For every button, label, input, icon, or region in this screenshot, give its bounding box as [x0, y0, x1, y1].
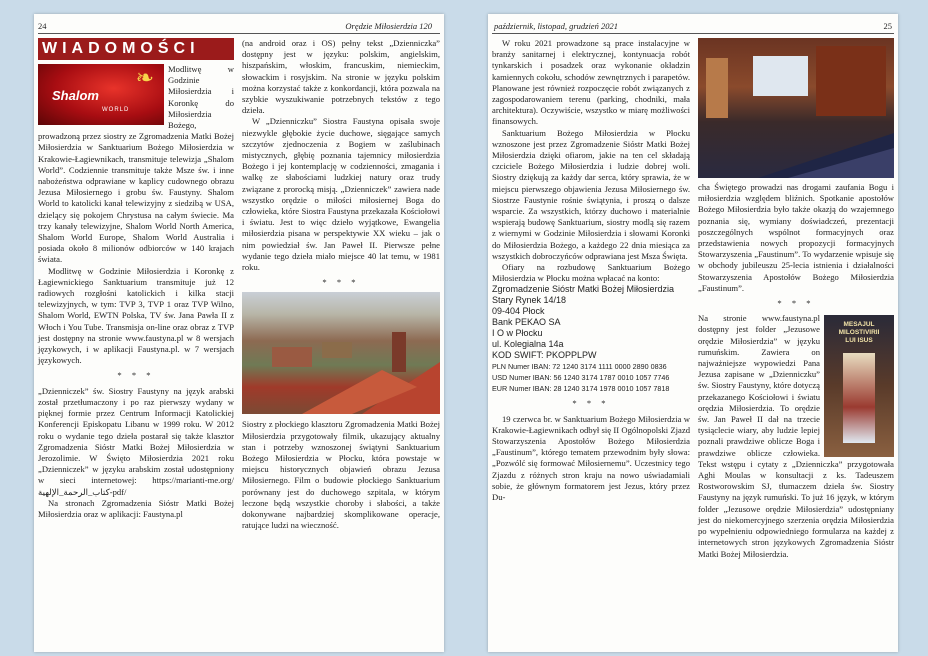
right-column-1 [492, 38, 690, 503]
paragraph: Na stronach Zgromadzenia Sióstr Matki Bożej Miłosierdzia oraz w aplikacji: Faustyna.pl [38, 497, 234, 519]
running-head: Orędzie Miłosierdzia 120 [345, 21, 432, 31]
left-page [34, 14, 444, 652]
section-title: WIADOMOŚCI [38, 38, 234, 60]
separator: * * * [322, 277, 360, 288]
right-column-2 [698, 38, 894, 560]
romanian-folder-cover: MESAJUL MILOSTIVIRII LUI ISUS [824, 315, 894, 457]
divine-mercy-image [843, 353, 875, 443]
running-head: październik, listopad, grudzień 2021 [494, 21, 618, 31]
paragraph: Modlitwę w Godzinie Miłosierdzia i Koronkę z Łagiewnickiego Sanktuarium transmituje już 12 radiowych rozgłośni katolickich i kilka stacji telewizyjnych, w tym: TVP 3, TVP 1 oraz TVP Wilno, Shalom World, EWTN Polska, TV św. Jana Pawła II z Włoch i You Tube. Transmisja on-line oraz obraz z TVP jest dostępny na stronie www.faustyna.pl w 8 wersjach językowych, i w aplikacji Faustyna.pl. w 7 wersjach językowych. [38, 265, 234, 366]
paragraph: Sanktuarium Bożego Miłosierdzia w Płocku wznoszone jest przez Zgromadzenie Sióstr Matki Bożej Miłosierdzia dzięki ofiarom, jakie na ten cel składają czciciele Bożego Miłosierdzia i ludzie dobrej woli. Siostry dziękują za każdy dar serca, który sprawia, że w miejscu pierwszego objawienia Jezusa Miłosiernego św. Siostrze Faustynie rośnie świątynia, i proszą o dalsze wsparcie. Za wszystkich, którzy duchowo i materialnie wspierają budowę Sanktuarium, siostry modlą się razem z wiernymi w Godzinie Miłosierdzia i słowami Koronki do Miłosierdzia Bożego, a każdego 22 dnia miesiąca za wszystkich dobroczyńców odprawiana jest Msza Święta. [492, 127, 690, 261]
left-column-1 [38, 38, 234, 520]
right-header [488, 21, 898, 33]
paragraph: 19 czerwca br. w Sanktuarium Bożego Miłosierdzia w Krakowie-Łagiewnikach odbył się II Ogólnopolski Zjazd Stowarzyszenia Apostołów Bożego Miłosierdzia „Faustinum”, którego tematem przewodnim były słowa: „Pozwólć się formować Miłosiernemu”. Uczestnicy tego Zjazdu z różnych stron kraju na nowo uświadamiali sobie, że głównym formatorem jest Jezus, który przez Du- [492, 413, 690, 503]
conference-hall-photo [698, 38, 894, 178]
header-rule [38, 33, 440, 34]
paragraph: Na stronie www.faustyna.pl dostępny jest folder „Jezusowe orędzie Miłosierdzia” w języku rumuńskim. Zawiera on najważniejsze wypowiedzi Pana Jezusa zapisane w „Dzienniczku” św. Siostry Faustyny, które dotyczą przekazanego Kościołowi i światu orędzia Miłosierdzia. To orędzie św. Jan Paweł II dał na trzecie tysiąclecie wiary, aby ludzie lepiej poznali prawdziwe oblicze Boga i prawdziwe oblicze człowieka. Tekst wstępu i cytaty z „Dzienniczka” przygotowała Aghi Moulas w konsultacji z ks. Tadeuszem Rostworowskim SJ, tłumaczem dzieła św. Siostry Faustyny na język rumuński. To już 16 język, w którym folder „Jezusowe orędzie Miłosierdzia” udostępniany jest do niekomercyjnego szerzenia orędzia Miłosierdzia po wypełnieniu odpowiedniego formularza na każdej z internetowych stron językowych Zgromadzenia Sióstr Matki Bożej Miłosierdzia. [698, 313, 894, 559]
page-number: 25 [883, 21, 892, 31]
paragraph: „Dzienniczek” św. Siostry Faustyny na język arabski został przetłumaczony i po raz pierwszy wydany w pięknej formie przez Centrum Informacji Katolickiej Konferencji Episkopatu Libanu w 1999 roku. W 2012 roku o wydanie tego dzieła postarał się także klasztor Zgromadzenia Sióstr Matki Bożej Miłosierdzia w Jerozolimie. W Święto Miłosierdzia 2021 roku „Dzienniczek” w języku arabskim został udostępniony w sieci internetowej: https://marianti-me.org/كتاب_الرحمة_الإلهية-pdf/ [38, 385, 234, 497]
hall-illustration [698, 38, 894, 178]
separator: * * * [117, 370, 155, 381]
paragraph: W „Dzienniczku” Siostra Faustyna opisała swoje niezwykle głębokie życie duchowe, sięgające samych szczytów zjednoczenia z Bogiem w zaślubinach mistycznych, głębię poznania tajemnicy miłosierdzia Bożego i jej kontemplację w codzienności, zmagania i walkę ze słabościami ludzkiej natury oraz trudy związane z prorocką misją. „Dzienniczek” zawiera nade wszystko orędzie o miłości miłosiernej Boga do człowieka, które Siostra Faustyna przekazała Kościołowi i światu. Jest to więc dzieło wyjątkowe, Ewangelia miłosierdzia pisana w perspektywie XX wieku – jak o nim powiedział św. Jan Paweł II. Pierwsze pełne wydanie tego dzieła miało miejsce 40 lat temu, w 1981 roku. [242, 116, 440, 273]
aerial-photo-plock [242, 292, 440, 414]
paragraph: Modlitwę w Godzinie Miłosierdzia i Koronkę do Miłosierdzia Bożego, prowadzoną przez siostry ze Zgromadzenia Matki Bożej Miłosierdzia w Sanktuarium Bożego Miłosierdzia w Krakowie-Łagiewnikach, transmituje telewizja „Shalom World”. Codziennie transmituje także Msze św. i inne nabożeństwa odprawiane w kaplicy cudownego obrazu Jezusa Miłosiernego i grobu św. Faustyny. Shalom World to katolicki kanał telewizyjny z siedzibą w USA, dzielący się pokojem Chrystusa na całym świecie. Ma trzy kanały telewizyjne, Shalom World North America, Shalom World Europe, Shalom World Australia i posiada około 8 milionów odbiorców w 140 krajach świata. [38, 64, 234, 265]
separator: * * * [777, 298, 815, 309]
paragraph: (na android oraz i OS) pełny tekst „Dzienniczka” dostępny jest w języku: polskim, angielskim, hiszpańskim, włoskim, francuskim, niemieckim, słowackim i rosyjskim. Na stronie w języku polskim można korzystać także z konkordancji, która pozwala na szybkie wyszukiwanie potrzebnych tekstów z tego dzieła. [242, 38, 440, 116]
bank-details: Zgromadzenie Sióstr Matki Bożej Miłosierdzia Stary Rynek 14/18 09-404 Płock Bank PEKAO SA I O w Płocku ul. Kolegialna 14a KOD SWIFT: PKOPPLPW PLN Numer IBAN: 72 1240 3174 1111 0000 2890 0836 USD Numer IBAN: 56 1240 3174 1787 0010 1057 7746 EUR Numer IBAN: 28 1240 3174 1978 0010 1057 7818 [492, 284, 675, 394]
paragraph: Ofiary na rozbudowę Sanktuarium Bożego Miłosierdzia w Płocku można wpłacać na konto: [492, 262, 690, 284]
buildings-illustration [242, 292, 440, 414]
left-header [34, 21, 444, 33]
shalom-world-logo: ❧ Shalom WORLD [38, 64, 164, 125]
header-rule [492, 33, 894, 34]
paragraph: W roku 2021 prowadzone są prace instalacyjne w branży sanitarnej i elektrycznej, kontynuacja robót tynkarskich i posadzek oraz wykonanie okładzin kamiennych cokołu, schodów zewnętrznych i parapetów. Planowane jest również rozpoczęcie robót związanych z zagospodarowaniem terenu (parking, chodniki, mała architektura). Oczywiście, wszystko w miarę możliwości finansowych. [492, 38, 690, 127]
separator: * * * [572, 398, 610, 409]
left-column-2 [242, 38, 440, 532]
paragraph: Siostry z płockiego klasztoru Zgromadzenia Matki Bożej Miłosierdzia przygotowały filmik, ukazujący aktualny stan i potrzeby wznoszonej świątyni Sanktuarium Bożego Miłosierdzia w Płocku, która powstaje w miejscu historycznych objawień obrazu Jezusa Miłosiernego. Film o budowie płockiego Sanktuarium porównany jest do duchowego szpitala, w którym leczone będą wszystkie choroby i słabości, a także dokonywane najbardziej skomplikowane operacje, ratujące ludzi na wieczność. [242, 419, 440, 531]
paragraph: cha Świętego prowadzi nas drogami zaufania Bogu i miłosierdzia względem bliźnich. Spotkanie apostołów Bożego Miłosierdzia było także okazją do wzajemnego poznania się, wymiany doświadczeń, prezentacji poszczególnych wspólnot formacyjnych oraz przedstawienia nowych propozycji formacyjnych Stowarzyszenia „Faustinum”. To wydarzenie wpisuje się w obchody jubileuszu 25-lecia istnienia i działalności Stowarzyszenia Apostołów Bożego Miłosierdzia „Faustinum”. [698, 182, 894, 293]
page-number: 24 [38, 21, 47, 31]
bird-icon: ❧ [135, 65, 154, 90]
right-page [488, 14, 898, 652]
